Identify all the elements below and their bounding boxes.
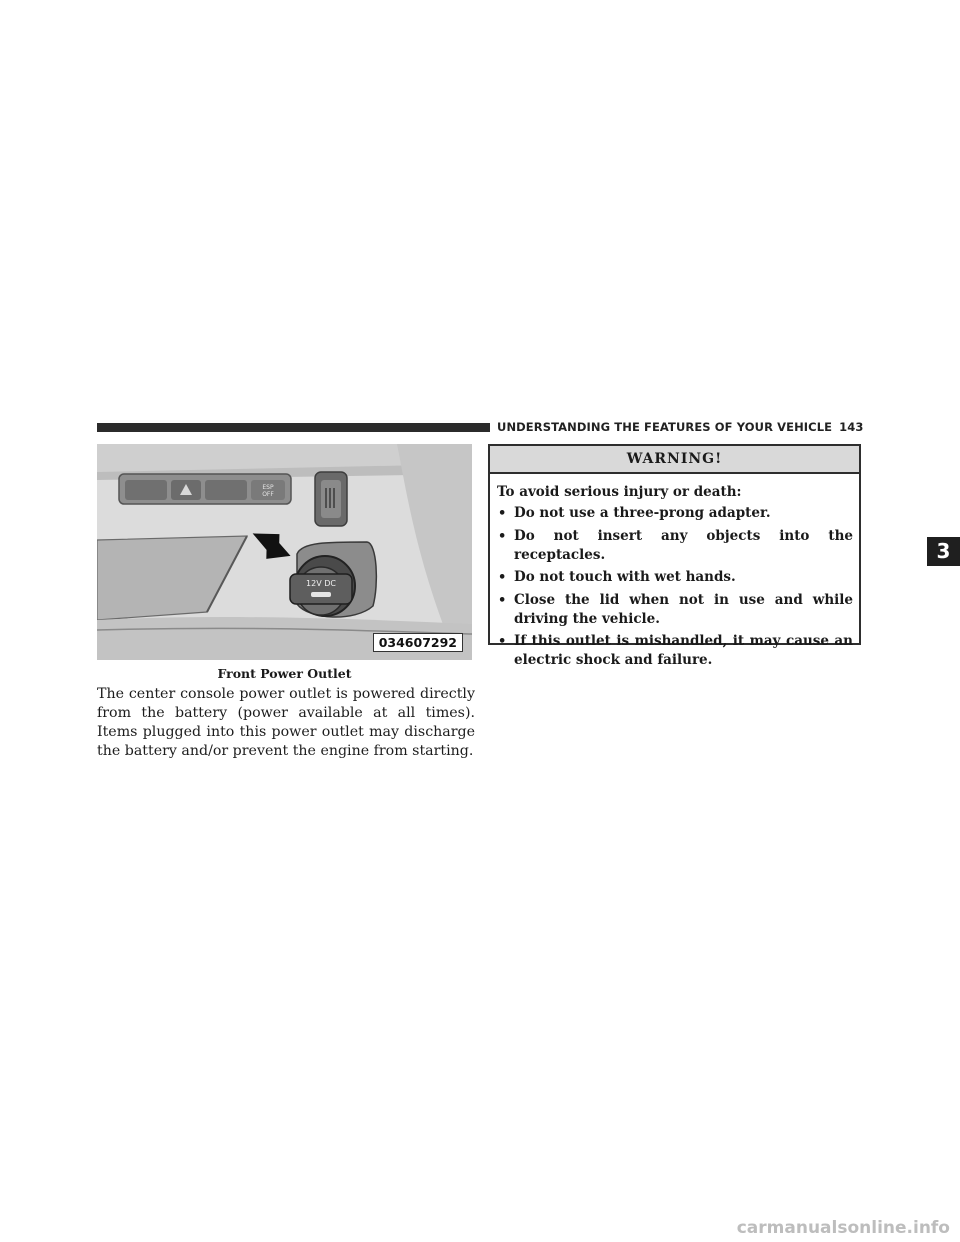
body-paragraph: The center console power outlet is powered directly from the battery (power available at all times). Items plugged into this power outlet may discharge the battery and/or prevent the engine from starting. xyxy=(97,686,475,759)
bullet-icon: • xyxy=(498,634,507,649)
outlet-label: 12V DC xyxy=(306,579,336,588)
chapter-tab: 3 xyxy=(927,537,960,566)
watermark: carmanualsonline.info xyxy=(736,1218,950,1238)
bullet-icon: • xyxy=(498,592,507,608)
list-item xyxy=(497,527,853,565)
header-rule xyxy=(97,423,490,432)
warning-item-text: Do not insert any objects into the receptacles. xyxy=(514,527,853,563)
esp-label-line2: OFF xyxy=(262,491,274,498)
list-item xyxy=(497,632,853,670)
page-number: 143 xyxy=(839,420,864,434)
list-item xyxy=(497,591,853,629)
warning-list xyxy=(497,504,853,670)
bullet-icon: • xyxy=(498,528,507,544)
section-title: UNDERSTANDING THE FEATURES OF YOUR VEHICLE xyxy=(497,420,833,434)
warning-item-text: Do not use a three-prong adapter. xyxy=(514,505,771,521)
photo-caption: Front Power Outlet xyxy=(217,666,352,681)
image-code: 034607292 xyxy=(373,633,463,652)
warning-item-text: Do not touch with wet hands. xyxy=(514,569,736,585)
bullet-icon: • xyxy=(498,506,507,521)
bullet-icon: • xyxy=(498,570,507,585)
list-item xyxy=(497,504,853,523)
warning-intro: To avoid serious injury or death: xyxy=(497,484,742,500)
warning-box xyxy=(488,444,861,668)
esp-label-line1: ESP xyxy=(262,484,274,491)
console-illustration xyxy=(97,444,472,660)
warning-item-text: If this outlet is mishandled, it may cause an electric shock and failure. xyxy=(514,633,853,668)
warning-title: WARNING! xyxy=(490,446,859,474)
running-header xyxy=(497,420,863,434)
warning-item-text: Close the lid when not in use and while driving the vehicle. xyxy=(514,591,853,627)
front-power-outlet-photo xyxy=(97,444,472,660)
list-item xyxy=(497,568,853,587)
